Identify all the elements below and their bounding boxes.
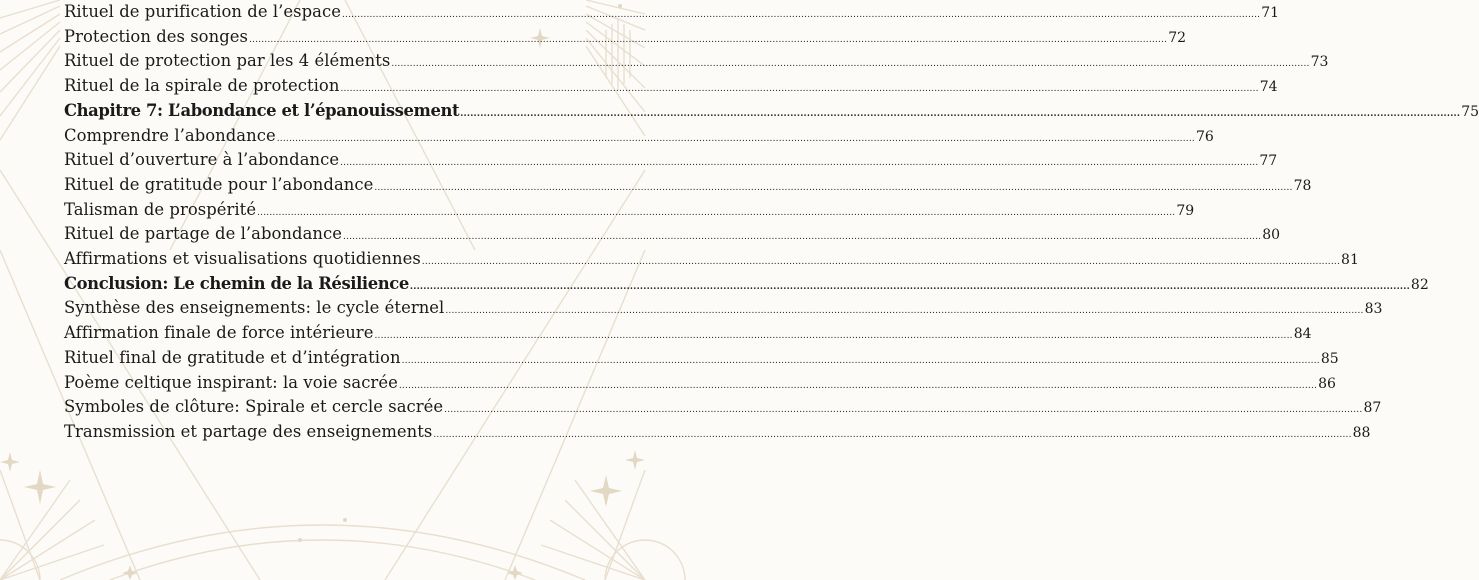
toc-leader-dots: ............................................................................................................................................................................................................................................................................................................ [374,331,1293,342]
toc-entry-title: Chapitre 7: L’abondance et l’épanouissement [64,100,460,120]
toc-entry-title: Rituel de purification de l’espace [64,2,341,21]
toc-entry-title: Poème celtique inspirant: la voie sacrée [64,372,398,392]
toc-page-number: 80 [1262,227,1281,244]
toc-entry [64,323,1312,347]
toc-page-number: 86 [1318,375,1336,392]
toc-page-number: 88 [1352,424,1371,441]
toc-entry-title: Synthèse des enseignements: le cycle éternel [64,298,445,318]
toc-leader-dots: ............................................................................................................................................................................................................................................................................................................ [257,207,1176,218]
star-icon [507,565,523,580]
toc-leader-dots: ............................................................................................................................................................................................................................................................................................................ [340,84,1259,95]
toc-entry-title: Symboles de clôture: Spirale et cercle sacrée [64,397,444,417]
toc-page-number: 83 [1364,301,1383,318]
toc-entry [64,125,1214,150]
sunburst-bottom-left-ornament [0,480,104,580]
toc-chapter-heading [64,273,1429,298]
toc-entry-title: Transmission et partage des enseignements [64,421,433,441]
toc-entry [64,2,1280,26]
toc-leader-dots: ............................................................................................................................................................................................................................................................................................................ [444,405,1363,416]
toc-entry-title: Rituel de gratitude pour l’abondance [64,174,374,194]
toc-page-number: 81 [1341,252,1359,268]
toc-leader-dots: ............................................................................................................................................................................................................................................................................................................ [433,429,1352,440]
toc-page-number: 85 [1320,350,1339,367]
toc-entry [64,298,1383,322]
toc-leader-dots: ............................................................................................................................................................................................................................................................................................................ [398,380,1318,391]
dot-icon [343,518,347,522]
toc-entry [64,372,1336,397]
toc-leader-dots: ............................................................................................................................................................................................................................................................................................................ [341,10,1261,20]
toc-entry [64,347,1339,372]
toc-page-number: 79 [1176,202,1195,219]
toc-page-number: 76 [1195,128,1214,145]
toc-leader-dots: ............................................................................................................................................................................................................................................................................................................ [391,59,1310,70]
toc-entry [64,224,1281,248]
toc-entry [64,249,1359,273]
star-icon [590,475,622,507]
toc-page-number: 75 [1461,103,1479,120]
star-icon [0,452,20,472]
toc-page-number: 73 [1310,54,1329,71]
toc-entry [64,26,1187,51]
toc-entry [64,76,1278,100]
toc-leader-dots: ............................................................................................................................................................................................................................................................................................................ [445,306,1364,317]
toc-page-number: 82 [1410,276,1429,293]
toc-leader-dots: ............................................................................................................................................................................................................................................................................................................ [409,281,1410,292]
toc-entry-title: Comprendre l’abondance [64,125,276,145]
toc-entry-title: Affirmation finale de force intérieure [64,323,374,343]
toc-leader-dots: ............................................................................................................................................................................................................................................................................................................ [340,158,1259,169]
toc-entry-title: Rituel d’ouverture à l’abondance [64,150,340,170]
toc-page-number: 72 [1168,29,1187,46]
toc-entry [64,199,1195,224]
toc-leader-dots: ............................................................................................................................................................................................................................................................................................................ [248,34,1168,45]
toc-entry-title: Talisman de prospérité [64,199,257,219]
star-icon [122,565,138,580]
toc-leader-dots: ............................................................................................................................................................................................................................................................................................................ [401,355,1320,366]
toc-leader-dots: ............................................................................................................................................................................................................................................................................................................ [276,133,1195,144]
toc-page-number: 71 [1261,5,1280,21]
dot-icon [298,538,302,542]
toc-page-number: 84 [1293,326,1312,343]
toc-entry-title: Rituel final de gratitude et d’intégration [64,347,401,367]
toc-page-number: 87 [1363,400,1382,417]
toc-entry-title: Protection des songes [64,26,248,46]
sunburst-bottom-right-ornament [541,480,685,580]
toc-entry [64,421,1371,446]
toc-entry [64,174,1312,199]
toc-entry [64,51,1329,75]
dot-icon [618,4,622,8]
toc-leader-dots: ............................................................................................................................................................................................................................................................................................................ [460,108,1461,119]
bottom-arcs-ornament [60,525,585,580]
toc-leader-dots: ............................................................................................................................................................................................................................................................................................................ [374,182,1293,193]
toc-leader-dots: ............................................................................................................................................................................................................................................................................................................ [342,232,1262,243]
toc-entry [64,150,1278,174]
toc-entry-title: Affirmations et visualisations quotidiennes [64,249,421,268]
star-icon [625,450,645,470]
toc-entry [64,397,1382,421]
toc-page-number: 78 [1293,177,1312,194]
toc-entry-title: Rituel de partage de l’abondance [64,224,342,244]
toc-leader-dots: ............................................................................................................................................................................................................................................................................................................ [421,257,1341,267]
toc-page-number: 74 [1259,79,1278,96]
sunburst-top-left-ornament [0,0,60,140]
toc-page-number: 77 [1259,153,1278,170]
star-icon [24,470,56,504]
toc-chapter-heading [64,100,1479,125]
toc-entry-title: Rituel de protection par les 4 éléments [64,51,391,71]
toc-entry-title: Conclusion: Le chemin de la Résilience [64,273,409,293]
toc-entry-title: Rituel de la spirale de protection [64,76,340,96]
